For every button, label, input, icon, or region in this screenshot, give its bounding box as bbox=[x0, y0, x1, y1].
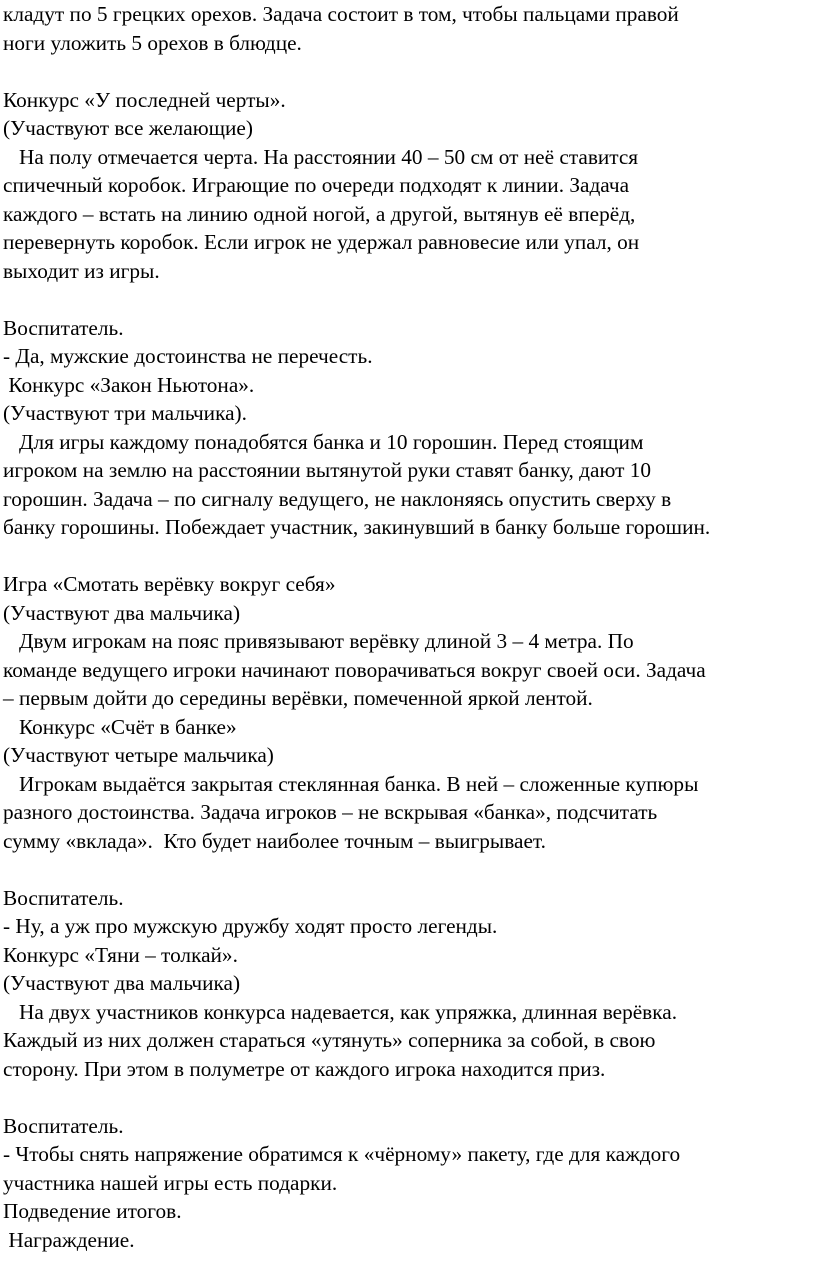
text-line: (Участвуют два мальчика) bbox=[3, 600, 241, 625]
text-line: спичечный коробок. Играющие по очереди подходят к линии. Задача bbox=[3, 173, 630, 197]
text-line: Конкурс «Тяни – толкай». bbox=[3, 942, 238, 967]
text-line: разного достоинства. Задача игроков – не вскрывая «банка», подсчитать bbox=[3, 800, 658, 824]
text-line: выходит из игры. bbox=[3, 258, 160, 283]
text-line bbox=[3, 57, 815, 86]
text-line: На полу отмечается черта. На расстоянии 40 – 50 см от неё ставится bbox=[3, 144, 639, 169]
text-line bbox=[3, 542, 815, 571]
text-line: Конкурс «Закон Ньютона». bbox=[3, 372, 255, 397]
text-line: Воспитатель. bbox=[3, 1113, 124, 1138]
text-line bbox=[3, 855, 815, 884]
text-line: Награждение. bbox=[3, 1227, 135, 1252]
text-line bbox=[3, 285, 815, 314]
text-line: (Участвуют все желающие) bbox=[3, 116, 253, 140]
text-line: сторону. При этом в полуметре от каждого игрока находится приз. bbox=[3, 1056, 606, 1081]
text-line: (Участвуют четыре мальчика) bbox=[3, 743, 274, 767]
text-line: Воспитатель. bbox=[3, 885, 124, 910]
text-line: каждого – встать на линию одной ногой, а другой, вытянув её вперёд, bbox=[3, 201, 636, 226]
text-line: Конкурс «У последней черты». bbox=[3, 87, 286, 112]
text-line: Воспитатель. bbox=[3, 315, 124, 340]
text-line: - Ну, а уж про мужскую дружбу ходят просто легенды. bbox=[3, 914, 498, 938]
text-line: - Да, мужские достоинства не перечесть. bbox=[3, 344, 373, 368]
text-line: ноги уложить 5 орехов в блюдце. bbox=[3, 30, 302, 55]
text-line: банку горошины. Побеждает участник, закинувший в банку больше горошин. bbox=[3, 515, 711, 539]
text-line: Игра «Смотать верёвку вокруг себя» bbox=[3, 572, 336, 596]
text-line: Игрокам выдаётся закрытая стеклянная банка. В ней – сложенные купюры bbox=[3, 771, 699, 796]
text-line: кладут по 5 грецких орехов. Задача состоит в том, чтобы пальцами правой bbox=[3, 2, 679, 26]
text-line: - Чтобы снять напряжение обратимся к «чёрному» пакету, где для каждого bbox=[3, 1142, 681, 1166]
text-line: Для игры каждому понадобятся банка и 10 горошин. Перед стоящим bbox=[3, 429, 644, 454]
text-line: – первым дойти до середины верёвки, помеченной яркой лентой. bbox=[3, 686, 593, 710]
text-line: (Участвуют два мальчика) bbox=[3, 971, 241, 995]
text-line: На двух участников конкурса надевается, как упряжка, длинная верёвка. bbox=[3, 999, 678, 1024]
text-line: участника нашей игры есть подарки. bbox=[3, 1170, 338, 1195]
text-line: команде ведущего игроки начинают поворачиваться вокруг своей оси. Задача bbox=[3, 657, 706, 682]
text-line: Двум игрокам на пояс привязывают верёвку длиной 3 – 4 метра. По bbox=[3, 629, 634, 653]
text-line: перевернуть коробок. Если игрок не удержал равновесие или упал, он bbox=[3, 230, 640, 254]
text-line: горошин. Задача – по сигналу ведущего, не наклоняясь опустить сверху в bbox=[3, 486, 672, 511]
text-line: Каждый из них должен стараться «утянуть» соперника за собой, в свою bbox=[3, 1028, 656, 1052]
text-line: игроком на землю на расстоянии вытянутой руки ставят банку, дают 10 bbox=[3, 458, 652, 482]
text-line bbox=[3, 1083, 815, 1112]
text-line: Конкурс «Счёт в банке» bbox=[3, 714, 237, 739]
text-line: сумму «вклада». Кто будет наиболее точным – выигрывает. bbox=[3, 828, 546, 853]
document-body bbox=[3, 0, 815, 1254]
text-line: Подведение итогов. bbox=[3, 1199, 182, 1223]
text-line: (Участвуют три мальчика). bbox=[3, 401, 247, 425]
